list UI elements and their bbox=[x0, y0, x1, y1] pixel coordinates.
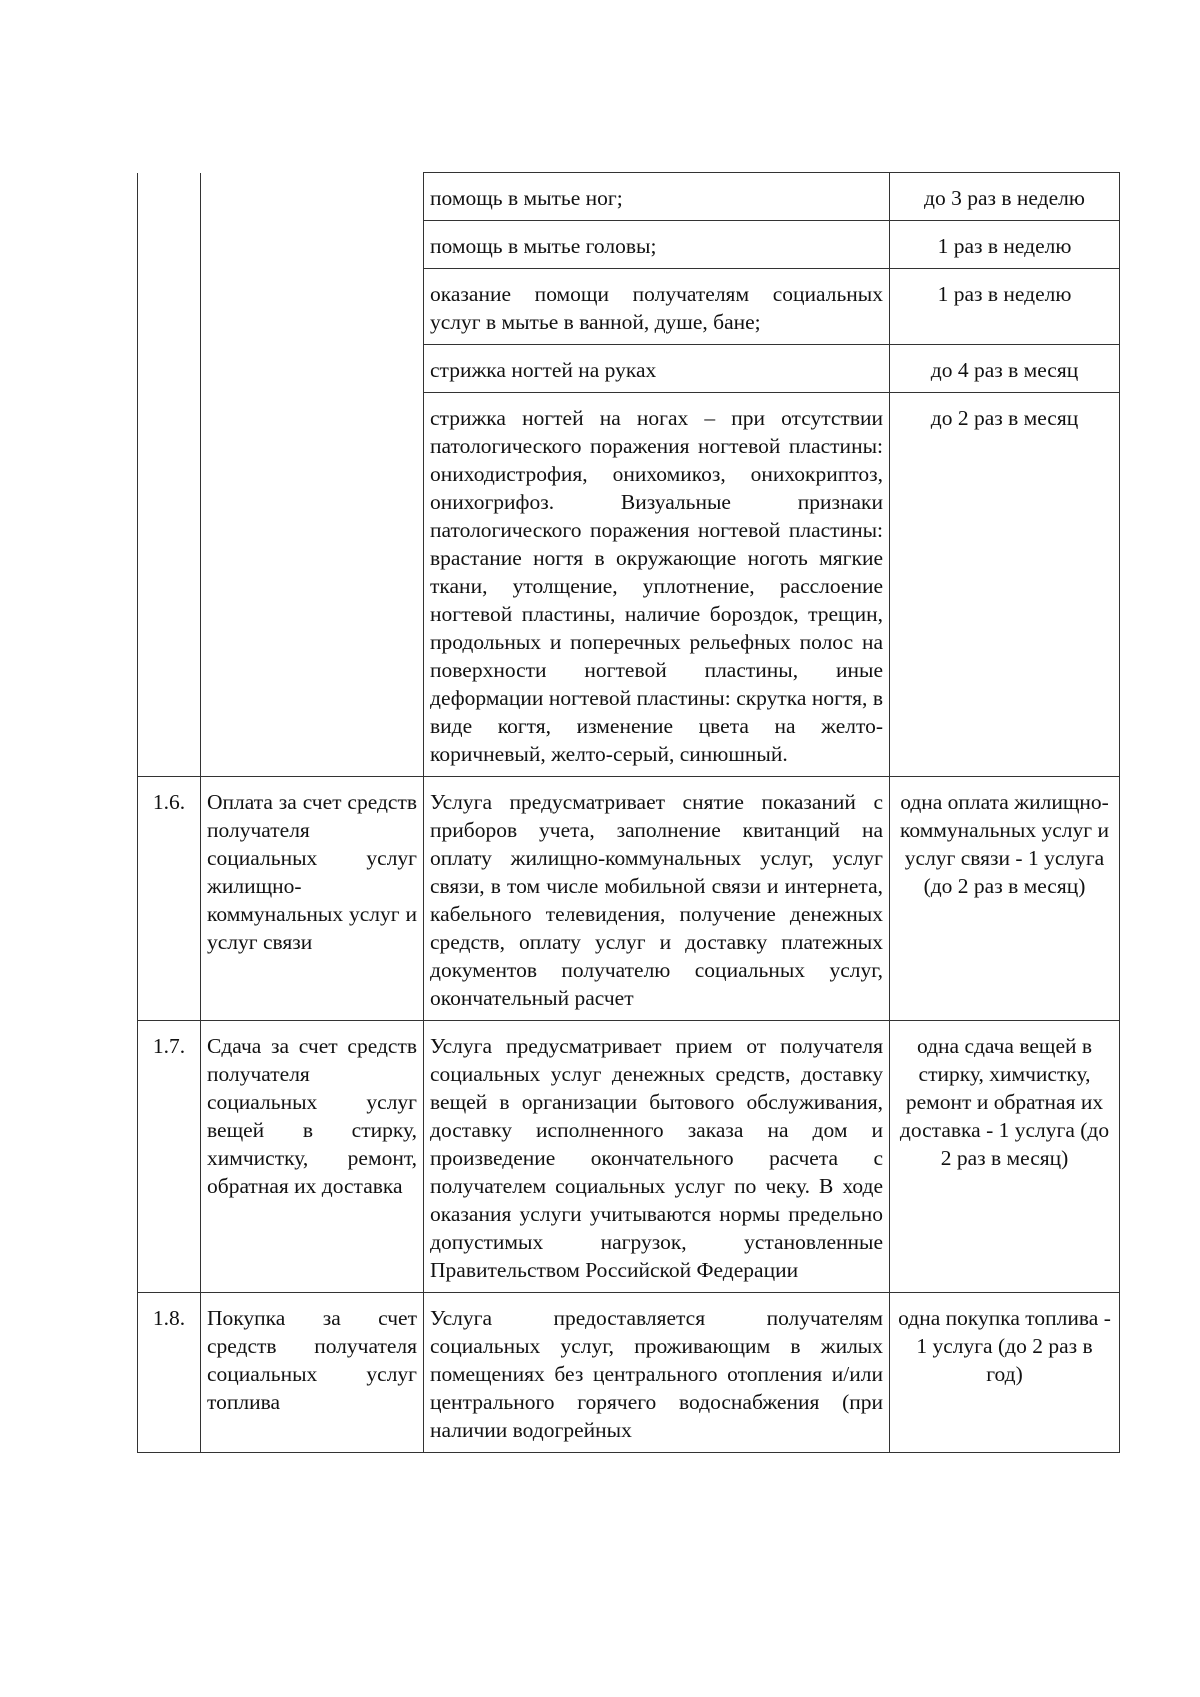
service-frequency: одна покупка топлива - 1 услуга (до 2 раз в год) bbox=[890, 1293, 1120, 1453]
service-description: Услуга предусматривает прием от получателя социальных услуг денежных средств, доставку вещей в организации бытового обслуживания, доставку исполненного заказа на дом и произведение окончательного расчета с получателем социальных услуг по чеку. В ходе оказания услуги учитываются нормы предельно допустимых нагрузок, установленные Правительством Российской Федерации bbox=[424, 1021, 890, 1293]
row-number: 1.6. bbox=[138, 777, 201, 1021]
table-row bbox=[138, 173, 1120, 221]
service-name bbox=[201, 345, 424, 393]
service-name bbox=[201, 173, 424, 221]
service-name bbox=[201, 269, 424, 345]
table-row bbox=[138, 1021, 1120, 1293]
service-description: помощь в мытье ног; bbox=[424, 173, 890, 221]
row-number: 1.7. bbox=[138, 1021, 201, 1293]
row-number bbox=[138, 173, 201, 221]
service-name bbox=[201, 221, 424, 269]
row-number bbox=[138, 269, 201, 345]
service-frequency: 1 раз в неделю bbox=[890, 221, 1120, 269]
service-frequency: одна оплата жилищно-коммунальных услуг и услуг связи - 1 услуга (до 2 раз в месяц) bbox=[890, 777, 1120, 1021]
service-name: Сдача за счет средств получателя социальных услуг вещей в стирку, химчистку, ремонт, обратная их доставка bbox=[201, 1021, 424, 1293]
row-number: 1.8. bbox=[138, 1293, 201, 1453]
service-frequency: до 3 раз в неделю bbox=[890, 173, 1120, 221]
service-frequency: 1 раз в неделю bbox=[890, 269, 1120, 345]
table-row bbox=[138, 393, 1120, 777]
service-frequency: до 2 раз в месяц bbox=[890, 393, 1120, 777]
row-number bbox=[138, 345, 201, 393]
service-description: стрижка ногтей на ногах – при отсутствии патологического поражения ногтевой пластины: ониходистрофия, онихомикоз, онихокриптоз, онихогрифоз. Визуальные признаки патологического поражения ногтевой пластины: врастание ногтя в окружающие ноготь мягкие ткани, утолщение, уплотнение, расслоение ногтевой пластины, наличие бороздок, трещин, продольных и поперечных рельефных полос на поверхности ногтевой пластины, иные деформации ногтевой пластины: скрутка ногтя, в виде когтя, изменение цвета на желто-коричневый, желто-серый, синюшный. bbox=[424, 393, 890, 777]
service-description: Услуга предусматривает снятие показаний с приборов учета, заполнение квитанций на оплату жилищно-коммунальных услуг, услуг связи, в том числе мобильной связи и интернета, кабельного телевидения, получение денежных средств, оплату услуг и доставку платежных документов получателю социальных услуг, окончательный расчет bbox=[424, 777, 890, 1021]
service-frequency: до 4 раз в месяц bbox=[890, 345, 1120, 393]
table-row bbox=[138, 221, 1120, 269]
table-row bbox=[138, 345, 1120, 393]
service-name: Покупка за счет средств получателя социальных услуг топлива bbox=[201, 1293, 424, 1453]
row-number bbox=[138, 221, 201, 269]
service-frequency: одна сдача вещей в стирку, химчистку, ремонт и обратная их доставка - 1 услуга (до 2 раз в месяц) bbox=[890, 1021, 1120, 1293]
table-row bbox=[138, 1293, 1120, 1453]
row-number bbox=[138, 393, 201, 777]
service-description: стрижка ногтей на руках bbox=[424, 345, 890, 393]
service-name bbox=[201, 393, 424, 777]
table-row bbox=[138, 777, 1120, 1021]
table-row bbox=[138, 269, 1120, 345]
services-table bbox=[137, 172, 1120, 1453]
service-description: оказание помощи получателям социальных услуг в мытье в ванной, душе, бане; bbox=[424, 269, 890, 345]
service-description: помощь в мытье головы; bbox=[424, 221, 890, 269]
service-description: Услуга предоставляется получателям социальных услуг, проживающим в жилых помещениях без центрального отопления и/или центрального горячего водоснабжения (при наличии водогрейных bbox=[424, 1293, 890, 1453]
service-name: Оплата за счет средств получателя социальных услуг жилищно-коммунальных услуг и услуг связи bbox=[201, 777, 424, 1021]
